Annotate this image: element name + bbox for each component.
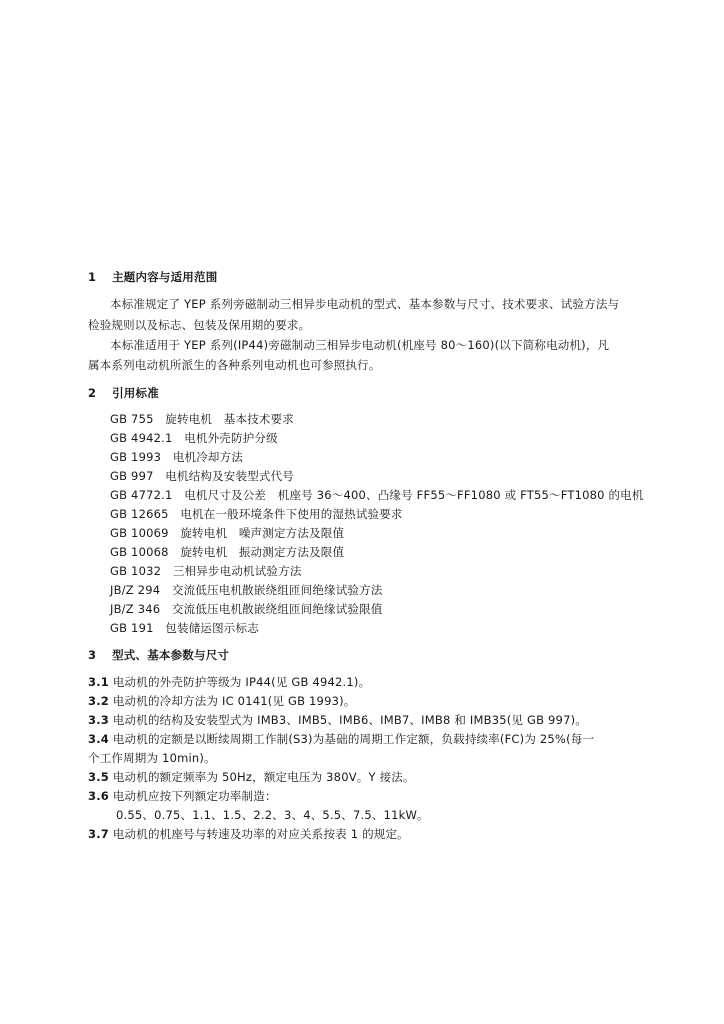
paragraph-line: 属本系列电动机所派生的各种系列电动机也可参照执行。 bbox=[88, 358, 381, 372]
clause-text: 电动机的定额是以断续周期工作制(S3)为基础的周期工作定额，负载持续率(FC)为 25%(每一 bbox=[112, 732, 595, 746]
clause-3-2 bbox=[88, 694, 356, 708]
reference-item: GB 4772.1 电机尺寸及公差 机座号 36～400、凸缘号 FF55～FF1080 或 FT55～FT1080 的电机 bbox=[110, 488, 644, 502]
clause-text: 电动机的机座号与转速及功率的对应关系按表 1 的规定。 bbox=[112, 827, 409, 841]
clause-3-4 bbox=[88, 732, 594, 746]
rated-power-list: 0.55、0.75、1.1、1.5、2.2、3、4、5.5、7.5、11kW。 bbox=[116, 808, 429, 822]
clause-3-6 bbox=[88, 789, 277, 803]
clause-text: 电动机的外壳防护等级为 IP44(见 GB 4942.1)。 bbox=[112, 675, 371, 689]
reference-item: GB 191 包装储运图示标志 bbox=[110, 621, 259, 635]
clause-text: 电动机的额定频率为 50Hz，额定电压为 380V。Y 接法。 bbox=[112, 770, 415, 784]
clause-number: 3.6 bbox=[88, 789, 109, 803]
clause-text: 电动机应按下列额定功率制造： bbox=[112, 789, 277, 803]
clause-3-3 bbox=[88, 713, 587, 727]
clause-number: 3.5 bbox=[88, 770, 109, 784]
section-1-heading bbox=[88, 270, 217, 284]
section-number: 2 bbox=[88, 386, 97, 400]
reference-item: GB 10068 旋转电机 振动测定方法及限值 bbox=[110, 545, 345, 559]
reference-item: GB 10069 旋转电机 噪声测定方法及限值 bbox=[110, 526, 345, 540]
clause-number: 3.1 bbox=[88, 675, 109, 689]
section-title: 主题内容与适用范围 bbox=[112, 270, 218, 284]
section-title: 引用标准 bbox=[112, 386, 159, 400]
clause-3-1 bbox=[88, 675, 370, 689]
reference-item: GB 755 旋转电机 基本技术要求 bbox=[110, 412, 295, 426]
clause-number: 3.7 bbox=[88, 827, 109, 841]
reference-item: GB 1993 电机冷却方法 bbox=[110, 450, 244, 464]
reference-item: GB 997 电机结构及安装型式代号 bbox=[110, 469, 295, 483]
reference-item: GB 4942.1 电机外壳防护分级 bbox=[110, 431, 278, 445]
paragraph-line: 检验规则以及标志、包装及保用期的要求。 bbox=[88, 318, 311, 332]
section-number: 3 bbox=[88, 648, 97, 662]
reference-item: JB/Z 294 交流低压电机散嵌绕组匝间绝缘试验方法 bbox=[110, 583, 383, 597]
clause-text: 电动机的结构及安装型式为 IMB3、IMB5、IMB6、IMB7、IMB8 和 IMB35(见 GB 997)。 bbox=[112, 713, 587, 727]
reference-item: GB 1032 三相异步电动机试验方法 bbox=[110, 564, 302, 578]
paragraph-line: 本标准适用于 YEP 系列(IP44)旁磁制动三相异步电动机(机座号 80～160)(以下简称电动机)，凡 bbox=[110, 338, 610, 352]
section-number: 1 bbox=[88, 270, 97, 284]
section-title: 型式、基本参数与尺寸 bbox=[112, 648, 230, 662]
clause-number: 3.3 bbox=[88, 713, 109, 727]
clause-number: 3.2 bbox=[88, 694, 109, 708]
clause-continuation: 个工作周期为 10min)。 bbox=[88, 751, 216, 765]
section-2-heading bbox=[88, 386, 159, 400]
clause-number: 3.4 bbox=[88, 732, 109, 746]
paragraph-line: 本标准规定了 YEP 系列旁磁制动三相异步电动机的型式、基本参数与尺寸、技术要求、试验方法与 bbox=[110, 297, 620, 311]
clause-3-7 bbox=[88, 827, 409, 841]
section-3-heading bbox=[88, 648, 229, 662]
clause-text: 电动机的冷却方法为 IC 0141(见 GB 1993)。 bbox=[112, 694, 356, 708]
clause-3-5 bbox=[88, 770, 415, 784]
reference-item: GB 12665 电机在一般环境条件下使用的湿热试验要求 bbox=[110, 507, 403, 521]
reference-item: JB/Z 346 交流低压电机散嵌绕组匝间绝缘试验限值 bbox=[110, 602, 383, 616]
